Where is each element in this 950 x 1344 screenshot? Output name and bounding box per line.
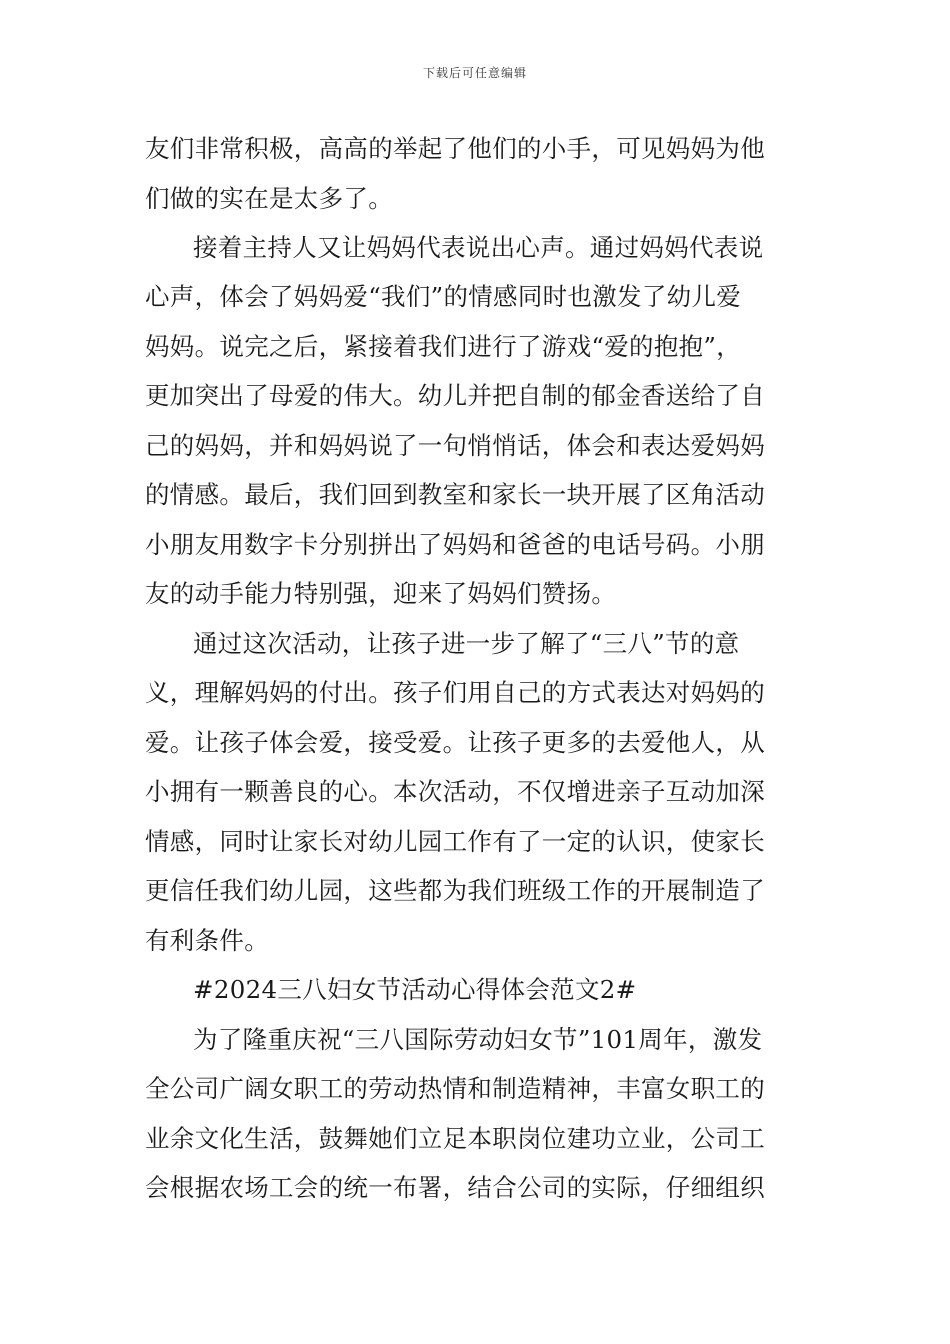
text-line: 小拥有一颗善良的心。本次活动，不仅增进亲子互动加深 (145, 777, 765, 806)
section-heading: #2024三八妇女节活动心得体会范文2# (193, 975, 637, 1004)
text-line: 义，理解妈妈的付出。孩子们用自己的方式表达对妈妈的 (145, 678, 765, 707)
text-line: 情感，同时让家长对幼儿园工作有了一定的认识，使家长 (145, 827, 765, 856)
text-line: 友们非常积极，高高的举起了他们的小手，可见妈妈为他 (145, 134, 765, 163)
paragraph-start-line: 接着主持人又让妈妈代表说出心声。通过妈妈代表说 (193, 233, 764, 262)
text-line: 更加突出了母爱的伟大。幼儿并把自制的郁金香送给了自 (145, 381, 765, 410)
text-line: 友的动手能力特别强，迎来了妈妈们赞扬。 (145, 579, 617, 608)
text-line: 的情感。最后，我们回到教室和家长一块开展了区角活动 (145, 480, 765, 509)
text-line: 业余文化生活，鼓舞她们立足本职岗位建功立业，公司工 (145, 1124, 765, 1153)
text-line: 们做的实在是太多了。 (145, 184, 393, 213)
text-line: 更信任我们幼儿园，这些都为我们班级工作的开展制造了 (145, 876, 765, 905)
page-header-note: 下载后可任意编辑 (422, 66, 527, 80)
paragraph-start-line: 为了隆重庆祝“三八国际劳动妇女节”101周年，激发 (193, 1025, 763, 1054)
text-line: 心声，体会了妈妈爱“我们”的情感同时也激发了幼儿爱 (145, 282, 742, 311)
text-line: 全公司广阔女职工的劳动热情和制造精神，丰富女职工的 (145, 1074, 765, 1103)
text-line: 会根据农场工会的统一布署，结合公司的实际，仔细组织 (145, 1173, 765, 1202)
paragraph-start-line: 通过这次活动，让孩子进一步了解了“三八”节的意 (193, 629, 740, 658)
text-line: 有利条件。 (145, 926, 269, 955)
text-line: 己的妈妈，并和妈妈说了一句悄悄话，体会和表达爱妈妈 (145, 431, 765, 460)
text-line: 妈妈。说完之后，紧接着我们进行了游戏“爱的抱抱”， (145, 332, 742, 361)
text-line: 爱。让孩子体会爱，接受爱。让孩子更多的去爱他人，从 (145, 728, 765, 757)
text-line: 小朋友用数字卡分别拼出了妈妈和爸爸的电话号码。小朋 (145, 530, 765, 559)
